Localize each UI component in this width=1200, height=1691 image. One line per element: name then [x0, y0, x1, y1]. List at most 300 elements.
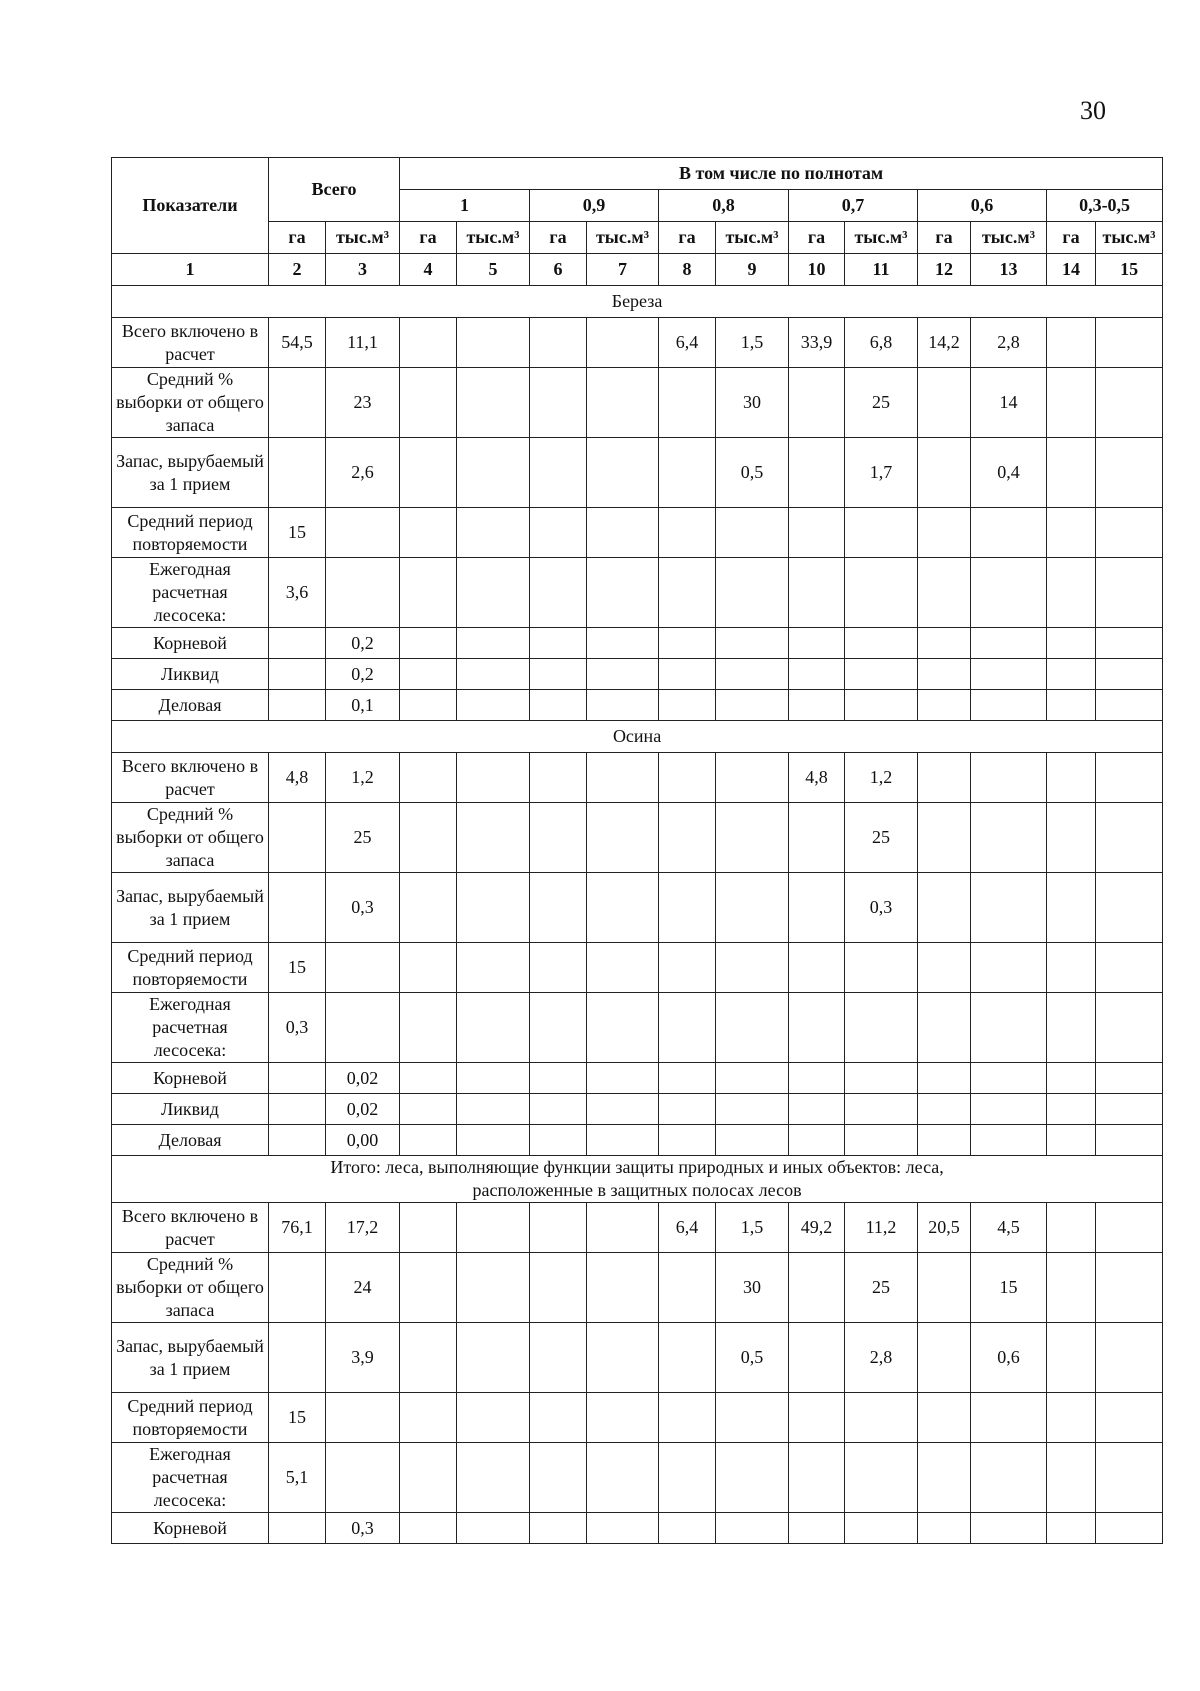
table-cell — [971, 1063, 1047, 1094]
table-cell — [1047, 438, 1096, 508]
table-cell — [530, 1125, 587, 1156]
table-cell — [400, 368, 457, 438]
row-label: Ежегодная расчетная лесосека: — [112, 993, 269, 1063]
table-cell — [400, 1393, 457, 1443]
table-cell — [1096, 993, 1163, 1063]
table-cell — [971, 659, 1047, 690]
column-number: 3 — [326, 254, 400, 286]
column-number: 7 — [587, 254, 659, 286]
table-cell — [1047, 318, 1096, 368]
table-cell — [659, 1063, 716, 1094]
table-cell — [587, 438, 659, 508]
table-cell — [587, 508, 659, 558]
table-cell — [789, 659, 845, 690]
table-cell — [1096, 1125, 1163, 1156]
table-cell: 14,2 — [918, 318, 971, 368]
table-cell — [659, 803, 716, 873]
table-cell — [1096, 318, 1163, 368]
table-row — [112, 628, 1163, 659]
table-cell — [971, 558, 1047, 628]
table-cell: 0,02 — [326, 1063, 400, 1094]
column-number: 5 — [457, 254, 530, 286]
table-cell — [845, 943, 918, 993]
table-cell — [1047, 1203, 1096, 1253]
table-cell — [587, 1513, 659, 1544]
row-label: Средний % выборки от общего запаса — [112, 1253, 269, 1323]
header-density-4: 0,7 — [789, 190, 918, 222]
table-cell — [400, 558, 457, 628]
table-cell — [269, 628, 326, 659]
section-title-row — [112, 1156, 1163, 1203]
table-cell: 0,6 — [971, 1323, 1047, 1393]
table-cell — [1047, 690, 1096, 721]
table-cell — [659, 1513, 716, 1544]
table-cell: 11,1 — [326, 318, 400, 368]
table-cell — [530, 943, 587, 993]
table-cell — [457, 943, 530, 993]
table-cell — [659, 628, 716, 659]
table-cell — [789, 558, 845, 628]
table-cell — [530, 659, 587, 690]
table-row — [112, 659, 1163, 690]
table-cell — [789, 1125, 845, 1156]
table-cell — [918, 368, 971, 438]
table-cell: 3,6 — [269, 558, 326, 628]
section-title: Береза — [112, 286, 1163, 318]
table-cell: 0,4 — [971, 438, 1047, 508]
row-label: Ежегодная расчетная лесосека: — [112, 1443, 269, 1513]
table-cell: 4,8 — [269, 753, 326, 803]
table-cell — [1096, 943, 1163, 993]
table-cell — [530, 1513, 587, 1544]
table-cell — [918, 1323, 971, 1393]
table-cell — [1096, 803, 1163, 873]
table-cell — [457, 1125, 530, 1156]
table-cell — [1096, 1393, 1163, 1443]
table-cell — [587, 368, 659, 438]
table-cell — [530, 803, 587, 873]
table-cell — [659, 993, 716, 1063]
table-cell — [659, 690, 716, 721]
section-title: Осина — [112, 721, 1163, 753]
table-cell: 54,5 — [269, 318, 326, 368]
table-cell — [326, 993, 400, 1063]
table-cell — [269, 1063, 326, 1094]
row-label: Корневой — [112, 1513, 269, 1544]
table-cell — [269, 1513, 326, 1544]
column-number: 9 — [716, 254, 789, 286]
table-cell — [457, 628, 530, 659]
table-cell — [1096, 659, 1163, 690]
table-row — [112, 943, 1163, 993]
table-cell — [457, 753, 530, 803]
table-cell — [530, 508, 587, 558]
row-label: Ликвид — [112, 659, 269, 690]
table-cell — [269, 690, 326, 721]
table-cell — [530, 690, 587, 721]
table-cell — [530, 628, 587, 659]
column-number: 13 — [971, 254, 1047, 286]
table-cell — [659, 1125, 716, 1156]
table-cell — [716, 1443, 789, 1513]
table-cell — [1047, 873, 1096, 943]
table-cell — [845, 690, 918, 721]
column-number: 11 — [845, 254, 918, 286]
header-density-2: 0,9 — [530, 190, 659, 222]
table-cell — [1096, 1443, 1163, 1513]
table-cell — [457, 1094, 530, 1125]
table-cell — [716, 943, 789, 993]
table-row — [112, 1125, 1163, 1156]
table-cell: 1,2 — [326, 753, 400, 803]
table-cell — [400, 318, 457, 368]
table-cell — [1096, 558, 1163, 628]
table-cell — [1096, 508, 1163, 558]
table-cell — [530, 318, 587, 368]
table-cell: 0,3 — [845, 873, 918, 943]
table-cell — [587, 628, 659, 659]
table-cell — [845, 659, 918, 690]
table-cell — [1096, 628, 1163, 659]
header-unit-volume: тыс.м³ — [971, 222, 1047, 254]
table-cell: 30 — [716, 368, 789, 438]
table-cell — [918, 628, 971, 659]
table-cell — [400, 1063, 457, 1094]
row-label: Деловая — [112, 1125, 269, 1156]
table-cell — [269, 438, 326, 508]
table-row — [112, 1323, 1163, 1393]
table-cell — [918, 1063, 971, 1094]
table-cell — [587, 1094, 659, 1125]
row-label: Средний % выборки от общего запаса — [112, 368, 269, 438]
table-cell — [530, 1253, 587, 1323]
table-cell — [530, 1323, 587, 1393]
table-cell — [1047, 803, 1096, 873]
table-cell — [716, 1094, 789, 1125]
table-cell — [400, 628, 457, 659]
table-cell — [1096, 1094, 1163, 1125]
table-cell — [971, 873, 1047, 943]
table-cell — [716, 690, 789, 721]
table-cell — [716, 1393, 789, 1443]
table-cell — [400, 1203, 457, 1253]
table-cell — [1047, 368, 1096, 438]
table-cell — [1047, 1063, 1096, 1094]
section-title: Итого: леса, выполняющие функции защиты природных и иных объектов: леса, расположенные в защитных полосах лесов — [112, 1156, 1163, 1203]
table-row — [112, 1513, 1163, 1544]
table-cell — [457, 1443, 530, 1513]
column-number: 12 — [918, 254, 971, 286]
table-cell — [918, 753, 971, 803]
table-row — [112, 1063, 1163, 1094]
table-cell: 76,1 — [269, 1203, 326, 1253]
table-cell — [400, 659, 457, 690]
table-cell — [457, 803, 530, 873]
table-cell — [587, 1063, 659, 1094]
table-cell — [587, 803, 659, 873]
table-cell — [587, 318, 659, 368]
table-cell — [587, 1393, 659, 1443]
table-cell — [789, 993, 845, 1063]
table-cell — [269, 659, 326, 690]
table-cell — [971, 803, 1047, 873]
table-cell — [789, 1253, 845, 1323]
header-density-5: 0,6 — [918, 190, 1047, 222]
table-cell — [400, 1323, 457, 1393]
table-cell — [971, 628, 1047, 659]
table-cell — [457, 659, 530, 690]
table-cell — [716, 558, 789, 628]
column-number: 10 — [789, 254, 845, 286]
table-row — [112, 993, 1163, 1063]
row-label: Деловая — [112, 690, 269, 721]
table-cell — [269, 873, 326, 943]
table-cell — [716, 659, 789, 690]
table-cell — [1047, 558, 1096, 628]
table-cell: 15 — [971, 1253, 1047, 1323]
header-density-1: 1 — [400, 190, 530, 222]
table-cell: 17,2 — [326, 1203, 400, 1253]
table-cell: 0,3 — [326, 873, 400, 943]
header-unit-ha: га — [659, 222, 716, 254]
table-cell — [659, 1443, 716, 1513]
table-row — [112, 438, 1163, 508]
table-cell — [530, 1203, 587, 1253]
table-cell: 0,3 — [326, 1513, 400, 1544]
table-cell: 5,1 — [269, 1443, 326, 1513]
table-cell — [845, 1125, 918, 1156]
table-cell — [789, 1094, 845, 1125]
table-cell — [1047, 1513, 1096, 1544]
table-cell: 2,8 — [845, 1323, 918, 1393]
section-title-row — [112, 286, 1163, 318]
table-cell — [971, 690, 1047, 721]
table-cell — [530, 1063, 587, 1094]
table-cell — [457, 1323, 530, 1393]
table-cell — [716, 628, 789, 659]
table-cell — [789, 943, 845, 993]
table-cell — [457, 1513, 530, 1544]
table-cell — [326, 508, 400, 558]
column-number: 15 — [1096, 254, 1163, 286]
row-label: Средний период повторяемости — [112, 943, 269, 993]
table-cell — [587, 1323, 659, 1393]
table-cell — [457, 368, 530, 438]
table-cell — [659, 438, 716, 508]
table-cell: 14 — [971, 368, 1047, 438]
header-unit-ha: га — [269, 222, 326, 254]
table-cell — [716, 1125, 789, 1156]
table-cell: 20,5 — [918, 1203, 971, 1253]
table-cell — [530, 753, 587, 803]
header-unit-ha: га — [918, 222, 971, 254]
header-total: Всего — [269, 158, 400, 222]
header-unit-volume: тыс.м³ — [457, 222, 530, 254]
table-cell — [789, 1443, 845, 1513]
table-cell — [716, 1063, 789, 1094]
table-cell — [659, 753, 716, 803]
table-cell — [530, 993, 587, 1063]
row-label: Всего включено в расчет — [112, 318, 269, 368]
table-cell — [1047, 993, 1096, 1063]
table-cell — [457, 558, 530, 628]
table-cell — [400, 753, 457, 803]
table-cell — [789, 368, 845, 438]
table-cell — [269, 803, 326, 873]
table-cell — [659, 508, 716, 558]
table-cell — [400, 1094, 457, 1125]
table-cell: 30 — [716, 1253, 789, 1323]
table-cell — [845, 558, 918, 628]
table-cell — [1096, 1203, 1163, 1253]
table-cell — [845, 993, 918, 1063]
header-unit-ha: га — [530, 222, 587, 254]
table-cell — [457, 508, 530, 558]
table-cell — [400, 943, 457, 993]
table-cell: 23 — [326, 368, 400, 438]
table-cell: 0,5 — [716, 438, 789, 508]
table-cell — [1047, 628, 1096, 659]
table-cell — [400, 1253, 457, 1323]
table-cell — [326, 558, 400, 628]
table-cell: 25 — [326, 803, 400, 873]
table-cell — [326, 1443, 400, 1513]
table-cell — [326, 943, 400, 993]
table-cell — [587, 558, 659, 628]
table-cell — [1047, 659, 1096, 690]
table-cell — [789, 628, 845, 659]
table-cell — [971, 508, 1047, 558]
table-cell: 1,7 — [845, 438, 918, 508]
column-number: 1 — [112, 254, 269, 286]
header-unit-volume: тыс.м³ — [587, 222, 659, 254]
table-cell — [457, 438, 530, 508]
table-cell — [1047, 508, 1096, 558]
header-unit-ha: га — [1047, 222, 1096, 254]
table-cell — [845, 508, 918, 558]
table-cell — [457, 1203, 530, 1253]
table-row — [112, 1393, 1163, 1443]
table-cell — [1096, 1063, 1163, 1094]
table-cell: 1,2 — [845, 753, 918, 803]
table-cell — [269, 368, 326, 438]
table-row — [112, 558, 1163, 628]
table-cell — [400, 438, 457, 508]
table-row — [112, 1253, 1163, 1323]
table-cell: 15 — [269, 1393, 326, 1443]
table-cell: 3,9 — [326, 1323, 400, 1393]
table-cell: 0,1 — [326, 690, 400, 721]
table-cell — [400, 1125, 457, 1156]
table-cell — [1047, 1253, 1096, 1323]
table-cell: 25 — [845, 803, 918, 873]
table-cell — [587, 993, 659, 1063]
table-cell — [659, 1393, 716, 1443]
table-cell — [918, 1125, 971, 1156]
table-cell: 0,3 — [269, 993, 326, 1063]
table-row — [112, 1203, 1163, 1253]
table-cell — [971, 1393, 1047, 1443]
table-cell — [1047, 1125, 1096, 1156]
table-cell — [716, 803, 789, 873]
table-cell — [530, 873, 587, 943]
row-label: Ежегодная расчетная лесосека: — [112, 558, 269, 628]
table-cell: 0,02 — [326, 1094, 400, 1125]
table-cell — [587, 1443, 659, 1513]
table-cell — [918, 508, 971, 558]
table-cell — [789, 803, 845, 873]
table-cell — [659, 558, 716, 628]
table-cell — [918, 1393, 971, 1443]
row-label: Всего включено в расчет — [112, 753, 269, 803]
table-cell — [457, 993, 530, 1063]
table-cell — [918, 558, 971, 628]
table-cell — [659, 659, 716, 690]
table-cell — [530, 1094, 587, 1125]
table-cell: 6,8 — [845, 318, 918, 368]
table-cell — [845, 1443, 918, 1513]
table-cell: 15 — [269, 943, 326, 993]
table-cell — [1047, 1393, 1096, 1443]
row-label: Всего включено в расчет — [112, 1203, 269, 1253]
header-density-3: 0,8 — [659, 190, 789, 222]
table-cell — [457, 1393, 530, 1443]
table-cell — [918, 873, 971, 943]
table-cell — [1047, 753, 1096, 803]
table-cell — [457, 318, 530, 368]
table-cell — [789, 690, 845, 721]
table-cell — [587, 873, 659, 943]
table-cell: 15 — [269, 508, 326, 558]
table-cell: 2,8 — [971, 318, 1047, 368]
table-cell — [971, 993, 1047, 1063]
table-cell — [971, 943, 1047, 993]
table-cell — [918, 1094, 971, 1125]
table-cell — [400, 508, 457, 558]
table-cell — [918, 943, 971, 993]
table-cell — [587, 1125, 659, 1156]
table-cell: 6,4 — [659, 1203, 716, 1253]
table-cell: 1,5 — [716, 318, 789, 368]
table-cell — [971, 1443, 1047, 1513]
table-row — [112, 368, 1163, 438]
table-cell — [587, 753, 659, 803]
table-cell — [716, 753, 789, 803]
header-including: В том числе по полнотам — [400, 158, 1163, 190]
table-cell: 2,6 — [326, 438, 400, 508]
table-cell — [918, 659, 971, 690]
table-cell — [716, 1513, 789, 1544]
table-cell — [789, 438, 845, 508]
table-row — [112, 873, 1163, 943]
table-cell — [971, 1094, 1047, 1125]
table-cell — [918, 1513, 971, 1544]
table-cell — [587, 690, 659, 721]
table-cell — [1047, 1323, 1096, 1393]
table-cell — [457, 1063, 530, 1094]
table-cell — [918, 1253, 971, 1323]
table-cell — [918, 438, 971, 508]
table-cell — [1047, 943, 1096, 993]
row-label: Запас, вырубаемый за 1 прием — [112, 873, 269, 943]
table-row — [112, 318, 1163, 368]
table-cell: 6,4 — [659, 318, 716, 368]
table-cell — [587, 659, 659, 690]
table-cell — [659, 1094, 716, 1125]
table-cell: 24 — [326, 1253, 400, 1323]
table-cell: 0,5 — [716, 1323, 789, 1393]
table-cell: 4,8 — [789, 753, 845, 803]
